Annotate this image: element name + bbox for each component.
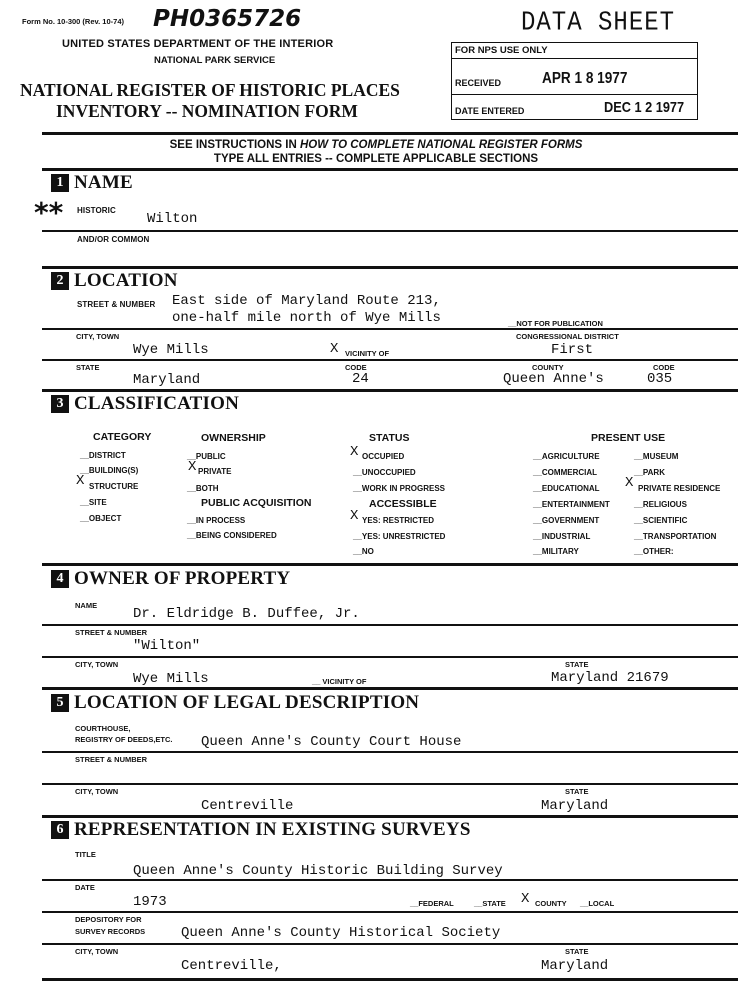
date-entered-label: DATE ENTERED bbox=[455, 106, 525, 116]
congressional-district-label: CONGRESSIONAL DISTRICT bbox=[516, 332, 619, 341]
survey-date-value: 1973 bbox=[133, 894, 167, 910]
use-entertainment: __ENTERTAINMENT bbox=[533, 500, 610, 509]
courthouse-value: Queen Anne's County Court House bbox=[201, 734, 462, 750]
use-educational: __EDUCATIONAL bbox=[533, 484, 600, 493]
department-name: UNITED STATES DEPARTMENT OF THE INTERIOR bbox=[62, 38, 334, 50]
category-district: __DISTRICT bbox=[80, 451, 126, 460]
not-for-publication: __NOT FOR PUBLICATION bbox=[508, 319, 603, 328]
section-1-title: NAME bbox=[74, 172, 133, 193]
state-code-label: CODE bbox=[345, 363, 367, 372]
acquisition-being-considered: __BEING CONSIDERED bbox=[187, 531, 277, 540]
ownership-both: __BOTH bbox=[187, 484, 219, 493]
use-agriculture: __AGRICULTURE bbox=[533, 452, 600, 461]
survey-local: __LOCAL bbox=[580, 899, 615, 908]
category-buildings: __BUILDING(S) bbox=[80, 466, 139, 475]
ownership-private-mark: X bbox=[188, 459, 197, 475]
owner-name-value: Dr. Eldridge B. Duffee, Jr. bbox=[133, 606, 360, 622]
legal-state-label: STATE bbox=[565, 787, 589, 796]
data-sheet-stamp: DATA SHEET bbox=[521, 8, 676, 39]
legal-city-label: CITY, TOWN bbox=[75, 787, 119, 796]
category-heading: CATEGORY bbox=[93, 431, 152, 443]
nps-box-label: FOR NPS USE ONLY bbox=[455, 45, 548, 56]
access-restricted-mark: X bbox=[350, 508, 359, 524]
legal-state-value: Maryland bbox=[541, 798, 609, 814]
survey-title-value: Queen Anne's County Historic Building Survey bbox=[133, 863, 503, 879]
use-military: __MILITARY bbox=[533, 547, 579, 556]
county-code-value: 035 bbox=[647, 371, 673, 387]
category-object: __OBJECT bbox=[80, 514, 122, 523]
category-structure: STRUCTURE bbox=[89, 482, 139, 491]
access-no: __NO bbox=[353, 547, 374, 556]
use-transportation: __TRANSPORTATION bbox=[634, 532, 717, 541]
owner-vicinity-label: __ VICINITY OF bbox=[312, 677, 367, 686]
access-unrestricted: __YES: UNRESTRICTED bbox=[353, 532, 446, 541]
use-park: __PARK bbox=[634, 468, 665, 477]
county-label: COUNTY bbox=[532, 363, 564, 372]
county-code-label: CODE bbox=[653, 363, 675, 372]
survey-date-label: DATE bbox=[75, 883, 95, 892]
common-name-label: AND/OR COMMON bbox=[77, 235, 150, 244]
state-code-value: 24 bbox=[352, 371, 369, 387]
ownership-public: __PUBLIC bbox=[187, 452, 226, 461]
form-title-line2: INVENTORY -- NOMINATION FORM bbox=[56, 101, 358, 121]
use-scientific: __SCIENTIFIC bbox=[634, 516, 688, 525]
status-unoccupied: __UNOCCUPIED bbox=[353, 468, 416, 477]
section-5-title: LOCATION OF LEGAL DESCRIPTION bbox=[74, 692, 420, 713]
location-street-value-1: East side of Maryland Route 213, bbox=[172, 293, 441, 309]
survey-title-label: TITLE bbox=[75, 850, 96, 859]
legal-street-label: STREET & NUMBER bbox=[75, 755, 148, 764]
section-2-number: 2 bbox=[51, 272, 69, 290]
location-street-value-2: one-half mile north of Wye Mills bbox=[172, 310, 441, 326]
entered-stamp: DEC 1 2 1977 bbox=[604, 99, 685, 116]
status-work-in-progress: __WORK IN PROGRESS bbox=[353, 484, 446, 493]
use-religious: __RELIGIOUS bbox=[634, 500, 687, 509]
survey-federal: __FEDERAL bbox=[410, 899, 454, 908]
section-2-title: LOCATION bbox=[74, 270, 178, 291]
status-occupied-mark: X bbox=[350, 444, 359, 460]
courthouse-label-1: COURTHOUSE, bbox=[75, 724, 131, 733]
survey-state-label: STATE bbox=[565, 947, 589, 956]
historic-label: HISTORIC bbox=[77, 206, 116, 215]
owner-state-label: STATE bbox=[565, 660, 589, 669]
survey-city-label: CITY, TOWN bbox=[75, 947, 119, 956]
category-structure-mark: X bbox=[76, 473, 85, 489]
use-commercial: __COMMERCIAL bbox=[533, 468, 598, 477]
handwritten-id: PH0365726 bbox=[153, 6, 302, 32]
section-4-title: OWNER OF PROPERTY bbox=[74, 568, 291, 589]
section-5-number: 5 bbox=[51, 694, 69, 712]
survey-county: COUNTY bbox=[535, 899, 567, 908]
use-private-residence: PRIVATE RESIDENCE bbox=[638, 484, 721, 493]
use-government: __GOVERNMENT bbox=[533, 516, 600, 525]
ownership-heading: OWNERSHIP bbox=[201, 432, 266, 444]
instructions-line1: SEE INSTRUCTIONS IN HOW TO COMPLETE NATIONAL REGISTER FORMS bbox=[169, 139, 583, 151]
county-value: Queen Anne's bbox=[503, 371, 604, 387]
present-use-heading: PRESENT USE bbox=[591, 432, 666, 444]
survey-county-mark: X bbox=[521, 891, 530, 907]
received-label: RECEIVED bbox=[455, 78, 502, 88]
use-other: __OTHER: bbox=[634, 547, 674, 556]
location-city-value: Wye Mills bbox=[133, 342, 209, 358]
depository-label-1: DEPOSITORY FOR bbox=[75, 915, 142, 924]
acquisition-in-process: __IN PROCESS bbox=[187, 516, 246, 525]
vicinity-mark: X bbox=[330, 341, 339, 357]
survey-state: __STATE bbox=[474, 899, 506, 908]
use-private-residence-mark: X bbox=[625, 475, 634, 491]
status-occupied: OCCUPIED bbox=[362, 452, 405, 461]
status-heading: STATUS bbox=[369, 432, 410, 444]
location-city-label: CITY, TOWN bbox=[76, 332, 120, 341]
location-state-value: Maryland bbox=[133, 372, 201, 388]
section-4-number: 4 bbox=[51, 570, 69, 588]
form-title-line1: NATIONAL REGISTER OF HISTORIC PLACES bbox=[20, 80, 400, 100]
use-industrial: __INDUSTRIAL bbox=[533, 532, 591, 541]
section-3-number: 3 bbox=[51, 395, 69, 413]
form-number: Form No. 10-300 (Rev. 10-74) bbox=[22, 17, 124, 26]
owner-name-label: NAME bbox=[75, 601, 98, 610]
service-name: NATIONAL PARK SERVICE bbox=[154, 55, 276, 66]
congressional-district-value: First bbox=[551, 342, 594, 358]
use-museum: __MUSEUM bbox=[634, 452, 679, 461]
survey-city-value: Centreville, bbox=[181, 958, 282, 974]
depository-value: Queen Anne's County Historical Society bbox=[181, 925, 501, 941]
location-street-label: STREET & NUMBER bbox=[77, 300, 156, 309]
handwritten-asterisks: ** bbox=[34, 196, 64, 229]
instructions-line2: TYPE ALL ENTRIES -- COMPLETE APPLICABLE SECTIONS bbox=[213, 153, 539, 165]
ownership-private: PRIVATE bbox=[198, 467, 232, 476]
location-state-label: STATE bbox=[76, 363, 100, 372]
section-6-title: REPRESENTATION IN EXISTING SURVEYS bbox=[74, 819, 471, 840]
accessible-heading: ACCESSIBLE bbox=[369, 498, 437, 510]
survey-state-value: Maryland bbox=[541, 958, 609, 974]
section-6-number: 6 bbox=[51, 821, 69, 839]
section-1-number: 1 bbox=[51, 174, 69, 192]
owner-state-value: Maryland 21679 bbox=[551, 670, 669, 686]
legal-city-value: Centreville bbox=[201, 798, 294, 814]
section-3-title: CLASSIFICATION bbox=[74, 393, 240, 414]
owner-city-label: CITY, TOWN bbox=[75, 660, 119, 669]
vicinity-label: VICINITY OF bbox=[345, 349, 390, 358]
owner-street-value: "Wilton" bbox=[133, 638, 201, 654]
access-restricted: YES: RESTRICTED bbox=[362, 516, 435, 525]
owner-street-label: STREET & NUMBER bbox=[75, 628, 148, 637]
historic-name: Wilton bbox=[147, 211, 198, 227]
category-site: __SITE bbox=[80, 498, 107, 507]
courthouse-label-2: REGISTRY OF DEEDS,ETC. bbox=[75, 735, 173, 744]
depository-label-2: SURVEY RECORDS bbox=[75, 927, 146, 936]
public-acquisition-heading: PUBLIC ACQUISITION bbox=[201, 497, 312, 509]
owner-city-value: Wye Mills bbox=[133, 671, 209, 687]
nps-use-box bbox=[451, 42, 698, 120]
received-stamp: APR 1 8 1977 bbox=[542, 70, 628, 87]
